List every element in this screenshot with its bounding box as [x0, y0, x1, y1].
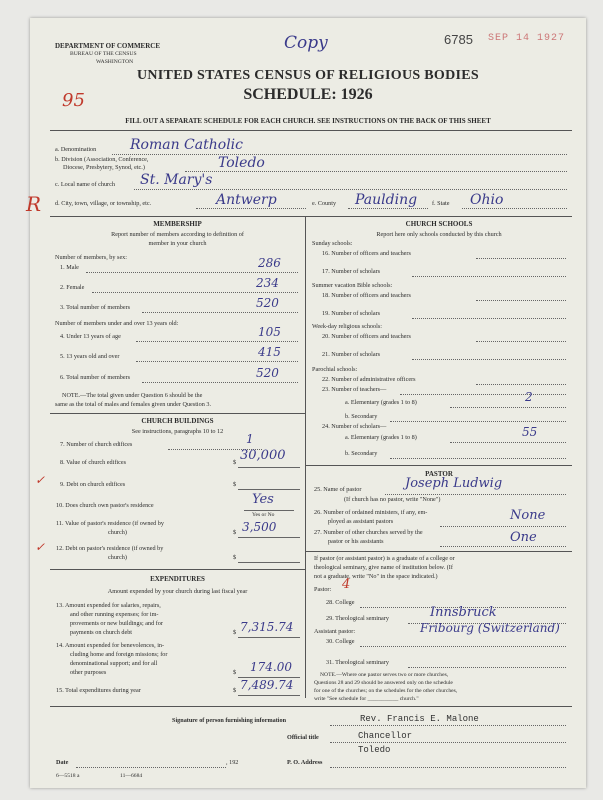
- state-label: f. State: [432, 200, 450, 207]
- q8-line: [238, 467, 300, 468]
- form-subtitle: SCHEDULE: 1926: [243, 86, 373, 103]
- q8-label: 8. Value of church edifices: [60, 459, 127, 466]
- date-line: [76, 767, 226, 768]
- official-title-label: Official title: [287, 734, 319, 741]
- q25-label: 25. Name of pastor: [314, 486, 362, 493]
- q8-dollar: $: [233, 459, 237, 466]
- q16-label: 16. Number of officers and teachers: [322, 250, 411, 257]
- q3-value: 520: [256, 296, 279, 310]
- q3-line: [142, 312, 298, 313]
- footer-top-rule: [50, 706, 572, 707]
- q5-line: [136, 361, 298, 362]
- schools-heading: CHURCH SCHOOLS: [405, 220, 473, 228]
- q1-label: 1. Male: [60, 264, 79, 271]
- division-label-2: Diocese, Presbytery, Synod, etc.): [63, 164, 145, 171]
- date-stamp: SEP 14 1927: [488, 33, 566, 44]
- q9-label: 9. Debt on church edifices: [60, 481, 126, 488]
- denomination-value: Roman Catholic: [130, 137, 243, 153]
- weekday-label: Week-day religious schools:: [312, 323, 382, 330]
- q27-value: One: [510, 530, 537, 545]
- schools-sub: Report here only schools conducted by this church: [376, 231, 502, 238]
- summer-label: Summer vacation Bible schools:: [312, 282, 393, 289]
- by-sex-label: Number of members, by sex:: [55, 254, 127, 261]
- q12-dollar: $: [233, 554, 237, 561]
- signature-line: [330, 725, 566, 726]
- q12-label-1: 12. Debt on pastor's residence (if owned by: [56, 545, 164, 552]
- parochial-label: Parochial schools:: [312, 366, 358, 373]
- local-name-label: c. Local name of church: [55, 181, 115, 188]
- print-number: 11—6684: [120, 773, 143, 779]
- buildings-bottom-rule: [50, 569, 305, 570]
- q7-value: 1: [246, 432, 254, 446]
- q19-line: [412, 318, 566, 319]
- q12-label-2: church): [108, 554, 127, 561]
- membership-note-1: NOTE.—The total given under Question 6 should be the: [62, 392, 203, 399]
- q27-label-1: 27. Number of other churches served by the: [314, 529, 423, 536]
- graduate-text-1: If pastor (or assistant pastor) is a graduate of a college or: [314, 555, 455, 562]
- po-address-line: [330, 767, 566, 768]
- q9-line: [238, 489, 300, 490]
- pastor-heading: PASTOR: [425, 470, 453, 478]
- assistant-label: Assistant pastor:: [314, 628, 356, 635]
- q24a-value: 55: [522, 425, 538, 439]
- city-label: WASHINGTON: [96, 59, 134, 65]
- q13-value: 7,315.74: [240, 620, 294, 634]
- q4-value: 105: [258, 325, 281, 339]
- q26-label-2: ployed as assistant pastors: [328, 518, 394, 525]
- q22-label: 22. Number of administrative officers: [322, 376, 416, 383]
- q31-label: 31. Theological seminary: [326, 659, 389, 666]
- q5-label: 5. 13 years old and over: [60, 353, 120, 360]
- pastor-label: Pastor:: [314, 586, 332, 593]
- membership-heading: MEMBERSHIP: [153, 220, 202, 228]
- schools-bottom-rule: [305, 465, 572, 466]
- q14-value: 174.00: [250, 660, 292, 674]
- graduate-text-3: not a graduate, write "No" in the space indicated.): [314, 573, 438, 580]
- q24b-line: [390, 458, 566, 459]
- form-title: UNITED STATES CENSUS OF RELIGIOUS BODIES: [136, 68, 479, 83]
- header-rule: [50, 130, 572, 131]
- graduate-text-2: theological seminary, give name of institution below. (If: [314, 564, 453, 571]
- q22-line: [476, 384, 566, 385]
- q24a-label: a. Elementary (grades 1 to 8): [345, 434, 417, 441]
- age-heading: Number of members under and over 13 years old:: [55, 320, 179, 327]
- q12-check-mark: ✓: [35, 540, 46, 554]
- city-typed-value: Toledo: [358, 745, 391, 755]
- census-schedule-sheet: [26, 18, 586, 788]
- q30-line: [360, 646, 566, 647]
- q14-label-1: 14. Amount expended for benevolences, in-: [56, 642, 165, 649]
- q25-note: (If church has no pastor, write "None"): [344, 496, 441, 503]
- q26-label-1: 26. Number of ordained ministers, if any, em-: [314, 509, 428, 516]
- q13-label-1: 13. Amount expended for salaries, repairs,: [56, 602, 161, 609]
- q29-value-2: Fribourg (Switzerland): [420, 621, 560, 635]
- q11-label-1: 11. Value of pastor's residence (if owned by: [56, 520, 164, 527]
- state-value: Ohio: [470, 192, 504, 208]
- sunday-label: Sunday schools:: [312, 240, 353, 247]
- city-town-label: d. City, town, village, or township, etc.: [55, 200, 152, 207]
- r-mark: R: [26, 192, 42, 216]
- q7-label: 7. Number of church edifices: [60, 441, 133, 448]
- q12-line: [238, 562, 300, 563]
- q13-label-2: and other running expenses; for im-: [70, 611, 159, 618]
- q20-label: 20. Number of officers and teachers: [322, 333, 411, 340]
- membership-note-2: same as the total of males and females given under Question 3.: [55, 401, 212, 408]
- q2-label: 2. Female: [60, 284, 85, 291]
- q21-line: [412, 359, 566, 360]
- q27-label-2: pastor or his assistants: [328, 538, 384, 545]
- state-line: [462, 208, 567, 209]
- q20-line: [476, 341, 566, 342]
- local-name-line: [134, 189, 567, 190]
- buildings-heading: CHURCH BUILDINGS: [141, 417, 214, 425]
- instruction-line: FILL OUT A SEPARATE SCHEDULE FOR EACH CHURCH. SEE INSTRUCTIONS ON THE BACK OF THIS SHEET: [125, 117, 491, 125]
- official-title-value: Chancellor: [358, 731, 413, 741]
- copy-note: Copy: [284, 33, 328, 53]
- q11-line: [238, 537, 300, 538]
- q29-value: Innsbruck: [430, 605, 497, 620]
- expenditures-sub: Amount expended by your church during last fiscal year: [107, 588, 248, 595]
- division-line: [185, 171, 567, 172]
- form-number: 6—5518 a: [56, 773, 80, 779]
- pastor-note-1: NOTE.—Where one pastor serves two or more churches,: [320, 672, 449, 678]
- yes-no-label: Yes or No: [252, 512, 275, 518]
- page-note: 95: [62, 90, 85, 111]
- q23a-label: a. Elementary (grades 1 to 8): [345, 399, 417, 406]
- q21-label: 21. Number of scholars: [322, 351, 381, 358]
- city-town-value: Antwerp: [216, 192, 277, 208]
- q25-value: Joseph Ludwig: [405, 476, 503, 491]
- division-value: Toledo: [218, 155, 265, 171]
- department-label: DEPARTMENT OF COMMERCE: [55, 42, 161, 50]
- date-year: , 192: [226, 759, 239, 766]
- county-value: Paulding: [355, 192, 418, 208]
- q23a-value: 2: [525, 390, 533, 404]
- column-divider: [305, 216, 306, 698]
- po-address-label: P. O. Address: [287, 759, 323, 766]
- q9-dollar: $: [233, 481, 237, 488]
- q6-line: [142, 382, 298, 383]
- pastor-note-4: write "See schedule for ___________ church.": [314, 696, 419, 702]
- q14-label-2: cluding home and foreign missions; for: [70, 651, 168, 658]
- q11-dollar: $: [233, 529, 237, 536]
- denomination-label: a. Denomination: [55, 146, 97, 153]
- pastor-note-3: for one of the churches; on the schedules for the other churches,: [314, 688, 458, 694]
- q4-line: [136, 341, 298, 342]
- expenditures-heading: EXPENDITURES: [150, 575, 205, 583]
- signature-value: Rev. Francis E. Malone: [360, 714, 479, 724]
- q9-check-mark: ✓: [35, 473, 46, 487]
- q24a-line: [450, 442, 566, 443]
- q13-dollar: $: [233, 629, 237, 636]
- q27-line: [440, 546, 566, 547]
- q17-line: [412, 276, 566, 277]
- q6-value: 520: [256, 366, 279, 380]
- schedule-number: 6785: [444, 32, 473, 47]
- q10-value: Yes: [252, 492, 274, 507]
- q10-label: 10. Does church own pastor's residence: [56, 502, 154, 509]
- membership-bottom-rule: [50, 413, 305, 414]
- denomination-line: [112, 154, 567, 155]
- county-line: [348, 208, 428, 209]
- q23b-label: b. Secondary: [345, 413, 378, 420]
- q15-line: [238, 695, 300, 696]
- pastor-mark: 4: [342, 577, 351, 592]
- section-top-rule: [50, 216, 572, 217]
- q24-label: 24. Number of scholars—: [322, 423, 387, 430]
- bureau-label: BUREAU OF THE CENSUS: [70, 51, 137, 57]
- q13-line: [238, 637, 300, 638]
- q31-line: [408, 667, 566, 668]
- signature-label: Signature of person furnishing information: [172, 717, 287, 724]
- q16-line: [476, 258, 566, 259]
- q30-label: 30. College: [326, 638, 355, 645]
- q3-label: 3. Total number of members: [60, 304, 131, 311]
- q18-label: 18. Number of officers and teachers: [322, 292, 411, 299]
- city-town-line: [196, 208, 306, 209]
- q29-label: 29. Theological seminary: [326, 615, 389, 622]
- q1-line: [86, 272, 298, 273]
- q2-line: [92, 292, 298, 293]
- county-label: e. County: [312, 200, 337, 207]
- q11-label-2: church): [108, 529, 127, 536]
- q8-value: 30,000: [240, 448, 286, 463]
- q15-label: 15. Total expenditures during year: [56, 687, 141, 694]
- buildings-sub: See instructions, paragraphs 10 to 12: [131, 428, 224, 435]
- q11-value: 3,500: [242, 520, 277, 534]
- q6-label: 6. Total number of members: [60, 374, 131, 381]
- q15-value: 7,489.74: [240, 678, 294, 692]
- q23b-line: [390, 421, 566, 422]
- q5-value: 415: [258, 345, 281, 359]
- local-name-value: St. Mary's: [140, 172, 213, 188]
- q15-dollar: $: [233, 687, 237, 694]
- q14-label-3: denominational support; and for all: [70, 660, 158, 667]
- division-label-1: b. Division (Association, Conference,: [55, 156, 149, 163]
- q26-value: None: [510, 508, 546, 523]
- official-title-line: [330, 742, 566, 743]
- q14-dollar: $: [233, 669, 237, 676]
- pastor-mid-rule: [305, 551, 572, 552]
- q17-label: 17. Number of scholars: [322, 268, 381, 275]
- q13-label-4: payments on church debt: [70, 629, 133, 636]
- q23-line: [400, 394, 566, 395]
- date-label: Date: [56, 759, 69, 766]
- pastor-note-2: Questions 28 and 29 should be answered only on the schedule: [314, 680, 453, 686]
- q19-label: 19. Number of scholars: [322, 310, 381, 317]
- q23-label: 23. Number of teachers—: [322, 386, 387, 393]
- q23a-line: [450, 407, 566, 408]
- q10-line: [244, 510, 294, 511]
- membership-sub-2: member in your church: [148, 240, 207, 247]
- q2-value: 234: [256, 276, 279, 290]
- q4-label: 4. Under 13 years of age: [60, 333, 121, 340]
- q18-line: [476, 300, 566, 301]
- q26-line: [440, 526, 566, 527]
- q13-label-3: provements or new buildings; and for: [70, 620, 163, 627]
- q25-line: [385, 494, 566, 495]
- q14-label-4: other purposes: [70, 669, 107, 676]
- q1-value: 286: [258, 256, 281, 270]
- q24b-label: b. Secondary: [345, 450, 378, 457]
- membership-sub-1: Report number of members according to definition of: [111, 231, 244, 238]
- q28-label: 28. College: [326, 599, 355, 606]
